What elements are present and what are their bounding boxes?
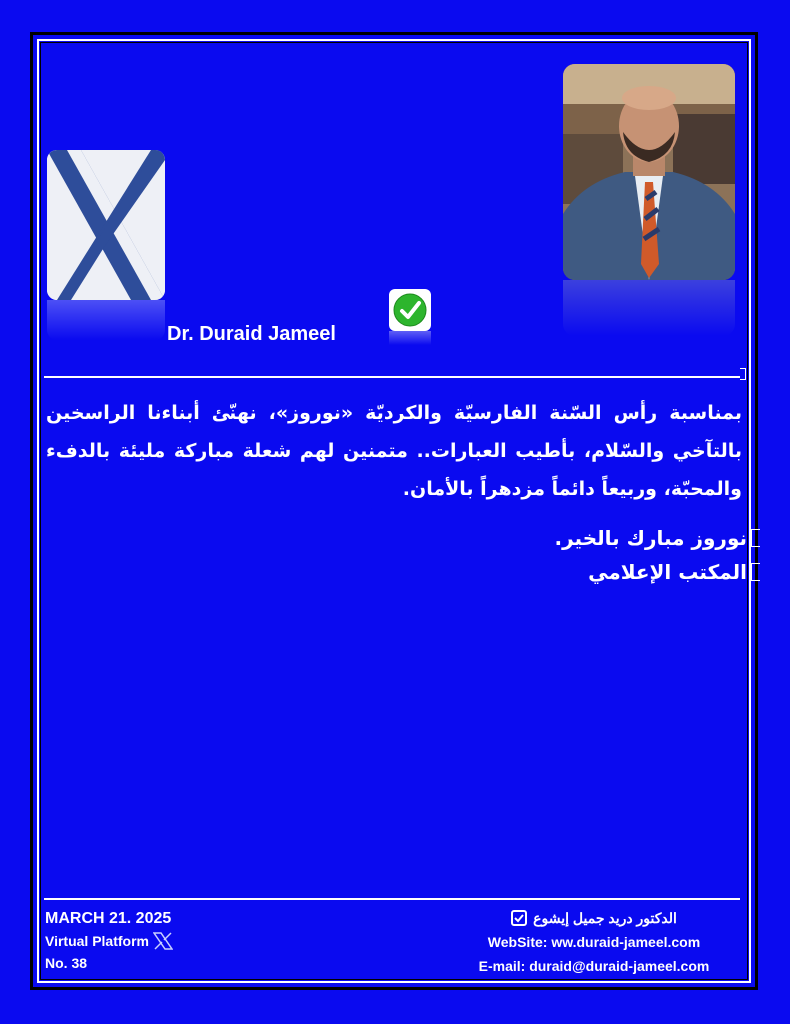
- message-paragraph: بمناسبة رأس السّنة الفارسيّة والكرديّة «نوروز»، نهنّئ أبناءنا الراسخين بالتآخي والسّلام، بأطيب العبارات.. متمنين لهم شعلة مباركة مليئة بالدفء والمحبّة، وربيعاً دائماً مزدهراً بالأمان.: [46, 402, 742, 500]
- bottom-divider: [44, 898, 740, 900]
- footer-right: [454, 906, 734, 978]
- footer-platform-row: [45, 930, 173, 952]
- footer-left: [45, 908, 173, 974]
- profile-photo-reflection: [563, 280, 735, 336]
- bracket-mark: [751, 529, 760, 547]
- x-logo-icon: [47, 150, 165, 300]
- footer-platform: Virtual Platform: [45, 933, 149, 949]
- footer-arabic-name: الدكتور دريد جميل إيشوع: [533, 910, 677, 926]
- x-small-icon: [153, 932, 173, 950]
- footer-arabic-row: [454, 906, 734, 930]
- footer-date: MARCH 21. 2025: [45, 910, 172, 927]
- paragraph-mark: [740, 368, 746, 380]
- greeting-text: نوروز مبارك بالخير.: [554, 526, 747, 550]
- signature-text: المكتب الإعلامي: [588, 560, 747, 584]
- signature-line: [588, 560, 760, 584]
- check-icon-reflection: [389, 331, 431, 345]
- bracket-mark: [751, 563, 760, 581]
- x-logo-reflection: [47, 300, 165, 340]
- check-icon: [389, 289, 431, 331]
- author-name: Dr. Duraid Jameel: [167, 323, 336, 345]
- footer-website[interactable]: WebSite: ww.duraid-jameel.com: [487, 934, 701, 950]
- footer-email[interactable]: E-mail: duraid@duraid-jameel.com: [478, 958, 710, 974]
- checkbox-icon: [511, 910, 527, 926]
- footer-number: No. 38: [45, 955, 88, 971]
- greeting-line: [555, 526, 760, 550]
- profile-photo: [563, 64, 735, 280]
- top-divider: [44, 376, 740, 378]
